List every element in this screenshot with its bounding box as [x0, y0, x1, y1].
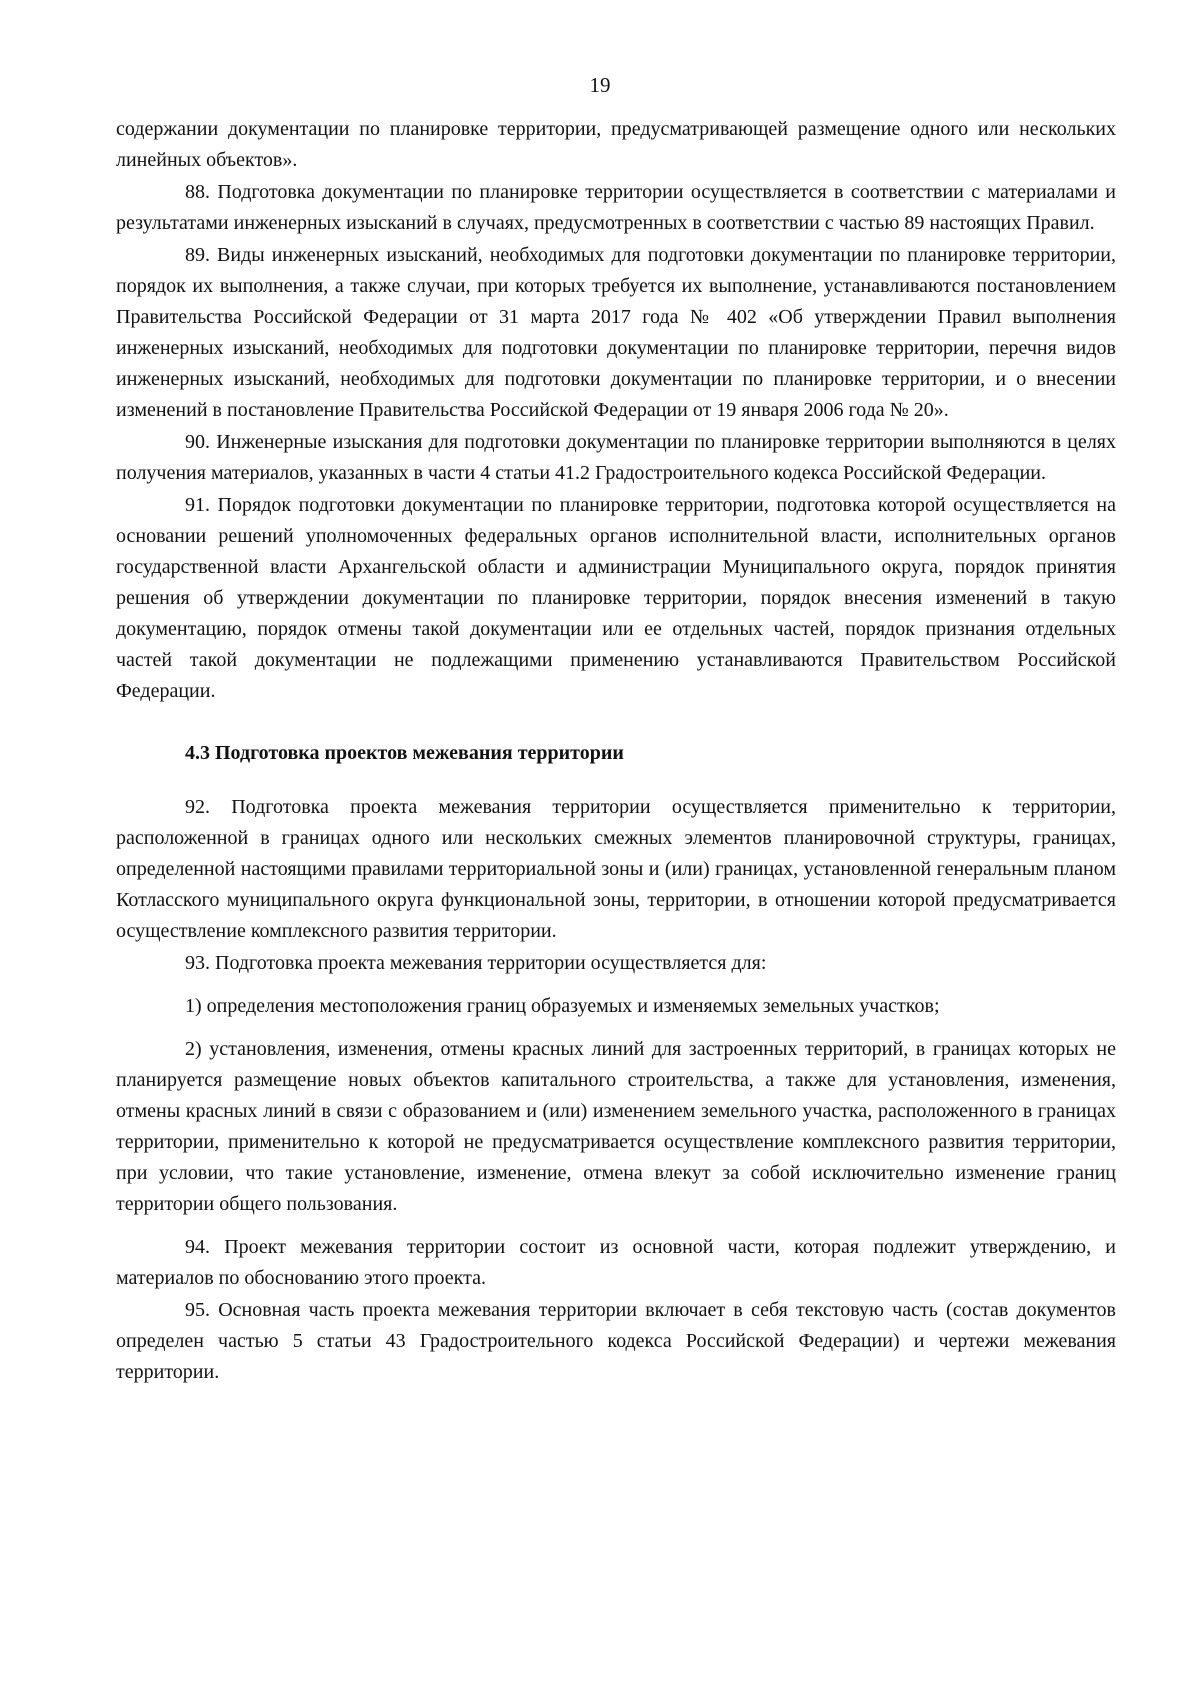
paragraph-94: 94. Проект межевания территории состоит из основной части, которая подлежит утверждению, и материалов по обоснованию этого проекта.: [116, 1236, 1116, 1289]
list-item-1: 1) определения местоположения границ образуемых и изменяемых земельных участков;: [185, 995, 940, 1017]
paragraph-91: 91. Порядок подготовки документации по планировке территории, подготовка которой осуществляется на основании решений уполномоченных федеральных органов исполнительной власти, исполнительных органов государственной власти Архангельской области и администрации Муниципального округа, порядок принятия решения об утверждении документации по планировке территории, порядок внесения изменений в такую документацию, порядок отмены такой документации или ее отдельных частей, порядок признания отдельных частей такой документации не подлежащими применению устанавливаются Правительством Российской Федерации.: [116, 494, 1116, 702]
paragraph-89: 89. Виды инженерных изысканий, необходимых для подготовки документации по планировке территории, порядок их выполнения, а также случаи, при которых требуется их выполнение, устанавливаются постановлением Правительства Российской Федерации от 31 марта 2017 года № 402 «Об утверждении Правил выполнения инженерных изысканий, необходимых для подготовки документации по планировке территории, перечня видов инженерных изысканий, необходимых для подготовки документации по планировке территории, и о внесении изменений в постановление Правительства Российской Федерации от 19 января 2006 года № 20».: [116, 244, 1116, 421]
section-heading: 4.3 Подготовка проектов межевания территории: [185, 742, 624, 764]
paragraph-90: 90. Инженерные изыскания для подготовки документации по планировке территории выполняются в целях получения материалов, указанных в части 4 статьи 41.2 Градостроительного кодекса Российской Федерации.: [116, 431, 1116, 484]
document-body: [116, 114, 1116, 1389]
paragraph-93: 93. Подготовка проекта межевания территории осуществляется для:: [185, 952, 767, 974]
page-number: 19: [589, 73, 611, 97]
list-item-2: 2) установления, изменения, отмены красных линий для застроенных территорий, в границах которых не планируется размещение новых объектов капитального строительства, а также для установления, изменения, отмены красных линий в связи с образованием и (или) изменением земельного участка, расположенного в границах территории, применительно к которой не предусматривается осуществление комплексного развития территории, при условии, что такие установление, изменение, отмена влекут за собой исключительно изменение границ территории общего пользования.: [116, 1038, 1116, 1215]
paragraph-continuation: содержании документации по планировке территории, предусматривающей размещение одного или нескольких линейных объектов».: [116, 118, 1116, 171]
paragraph-92: 92. Подготовка проекта межевания территории осуществляется применительно к территории, расположенной в границах одного или нескольких смежных элементов планировочной структуры, границах, определенной настоящими правилами территориальной зоны и (или) границах, установленной генеральным планом Котласского муниципального округа функциональной зоны, территории, в отношении которой предусматривается осуществление комплексного развития территории.: [116, 796, 1116, 942]
paragraph-95: 95. Основная часть проекта межевания территории включает в себя текстовую часть (состав документов определен частью 5 статьи 43 Градостроительного кодекса Российской Федерации) и чертежи межевания территории.: [116, 1299, 1116, 1383]
paragraph-88: 88. Подготовка документации по планировке территории осуществляется в соответствии с материалами и результатами инженерных изысканий в случаях, предусмотренных в соответствии с частью 89 настоящих Правил.: [116, 181, 1116, 234]
